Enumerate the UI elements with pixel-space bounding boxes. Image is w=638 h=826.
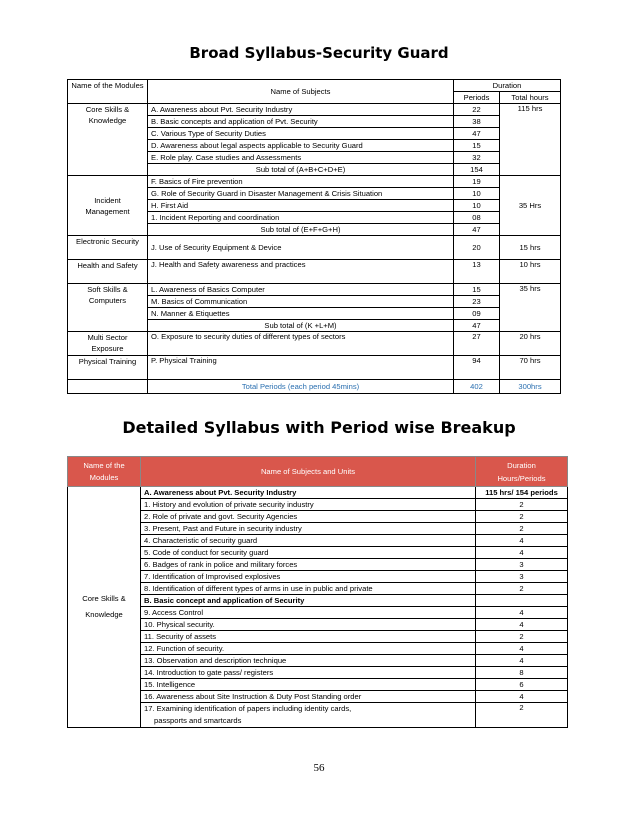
periods-cell: 10 [454,200,500,212]
header-periods: Periods [454,92,500,104]
broad-syllabus-table [67,79,561,394]
subtotal-cell: Sub total of (E+F+G+H) [148,224,454,236]
header-hours-periods: Hours/Periods [497,473,546,483]
duration-cell: 4 [476,691,568,703]
periods-cell: 47 [454,224,500,236]
periods-cell: 47 [454,320,500,332]
header-duration [476,457,568,487]
unit-cell: 2. Role of private and govt. Security Agencies [141,511,476,523]
hours-cell: 20 hrs [500,332,561,356]
unit-cell: 6. Badges of rank in police and military forces [141,559,476,571]
total-empty-cell [68,380,148,394]
header-modules: Name of the Modules [68,457,141,487]
periods-cell: 15 [454,284,500,296]
duration-cell: 2 [476,523,568,535]
duration-cell: 6 [476,679,568,691]
periods-cell: 27 [454,332,500,356]
duration-cell: 3 [476,571,568,583]
subtotal-cell: Sub total of (K +L+M) [148,320,454,332]
duration-cell: 4 [476,607,568,619]
unit-cell: B. Basic concept and application of Security [141,595,476,607]
unit-cell: 8. Identification of different types of arms in use in public and private [141,583,476,595]
module-cell: Soft Skills & Computers [68,284,148,332]
unit-cell: 16. Awareness about Site Instruction & Duty Post Standing order [141,691,476,703]
subject-cell: F. Basics of Fire prevention [148,176,454,188]
periods-cell: 08 [454,212,500,224]
duration-cell: 2 [476,583,568,595]
duration-cell: 8 [476,667,568,679]
unit-cell: 9. Access Control [141,607,476,619]
detailed-syllabus-table [67,456,568,728]
unit-cell: 4. Characteristic of security guard [141,535,476,547]
unit-cell: 11. Security of assets [141,631,476,643]
periods-cell: 38 [454,116,500,128]
duration-cell: 3 [476,559,568,571]
page-number: 56 [313,762,325,774]
header-duration: Duration [454,80,561,92]
module-cell: Core Skills & Knowledge [68,487,141,728]
unit-cell: 14. Introduction to gate pass/ registers [141,667,476,679]
duration-cell: 2 [476,703,568,728]
subject-cell: O. Exposure to security duties of different types of sectors [148,332,454,356]
subject-cell: D. Awareness about legal aspects applicable to Security Guard [148,140,454,152]
periods-cell: 23 [454,296,500,308]
subject-cell: M. Basics of Communication [148,296,454,308]
module-cell: Electronic Security [68,236,148,260]
hours-cell: 35 hrs [500,284,561,332]
subject-cell: L. Awareness of Basics Computer [148,284,454,296]
duration-cell: 2 [476,499,568,511]
periods-cell: 10 [454,188,500,200]
total-label: Total Periods (each period 45mins) [148,380,454,394]
subject-cell: A. Awareness about Pvt. Security Industry [148,104,454,116]
periods-cell: 09 [454,308,500,320]
subject-cell: J. Health and Safety awareness and practices [148,260,454,284]
subject-cell: G. Role of Security Guard in Disaster Management & Crisis Situation [148,188,454,200]
header-subjects-units: Name of Subjects and Units [141,457,476,487]
hours-cell: 70 hrs [500,356,561,380]
hours-cell: 35 Hrs [500,176,561,236]
duration-cell: 2 [476,631,568,643]
unit-text: 17. Examining identification of papers including identity cards, [144,704,352,713]
subject-cell: E. Role play. Case studies and Assessments [148,152,454,164]
hours-cell: 15 hrs [500,236,561,260]
subject-cell: J. Use of Security Equipment & Device [148,236,454,260]
unit-cell: A. Awareness about Pvt. Security Industry [141,487,476,499]
header-duration-label: Duration [507,460,536,470]
module-cell: Incident Management [68,176,148,236]
periods-cell: 47 [454,128,500,140]
periods-cell: 15 [454,140,500,152]
module-cell: Physical Training [68,356,148,380]
periods-cell: 20 [454,236,500,260]
unit-cell: 7. Identification of Improvised explosives [141,571,476,583]
duration-cell: 2 [476,511,568,523]
periods-cell: 94 [454,356,500,380]
module-cell: Health and Safety [68,260,148,284]
subject-cell: C. Various Type of Security Duties [148,128,454,140]
subject-cell: H. First Aid [148,200,454,212]
total-hours: 300hrs [500,380,561,394]
unit-cell: 12. Function of security. [141,643,476,655]
unit-cell: 15. Intelligence [141,679,476,691]
module-cell: Core Skills & Knowledge [68,104,148,176]
subject-cell: B. Basic concepts and application of Pvt. Security [148,116,454,128]
total-periods: 402 [454,380,500,394]
subject-cell: N. Manner & Etiquettes [148,308,454,320]
subject-cell: P. Physical Training [148,356,454,380]
periods-cell: 32 [454,152,500,164]
unit-cell: 3. Present, Past and Future in security industry [141,523,476,535]
header-subjects: Name of Subjects [148,80,454,104]
hours-cell: 10 hrs [500,260,561,284]
unit-cell: 5. Code of conduct for security guard [141,547,476,559]
unit-cell: 10. Physical security. [141,619,476,631]
detailed-syllabus-title: Detailed Syllabus with Period wise Breakup [122,418,516,437]
duration-cell: 4 [476,655,568,667]
header-modules: Name of the Modules [68,80,148,104]
header-total-hours: Total hours [500,92,561,104]
periods-cell: 154 [454,164,500,176]
unit-cell: 13. Observation and description technique [141,655,476,667]
duration-cell [476,595,568,607]
duration-cell: 4 [476,619,568,631]
syllabus-title: Broad Syllabus-Security Guard [189,44,449,62]
periods-cell: 13 [454,260,500,284]
duration-cell: 4 [476,643,568,655]
subtotal-cell: Sub total of (A+B+C+D+E) [148,164,454,176]
periods-cell: 19 [454,176,500,188]
duration-cell: 115 hrs/ 154 periods [476,487,568,499]
duration-cell: 4 [476,535,568,547]
periods-cell: 22 [454,104,500,116]
duration-cell: 4 [476,547,568,559]
subject-cell: 1. Incident Reporting and coordination [148,212,454,224]
unit-text-continued: passports and smartcards [154,716,242,725]
module-cell: Multi Sector Exposure [68,332,148,356]
unit-cell [141,703,476,728]
hours-cell: 115 hrs [500,104,561,176]
unit-cell: 1. History and evolution of private security industry [141,499,476,511]
